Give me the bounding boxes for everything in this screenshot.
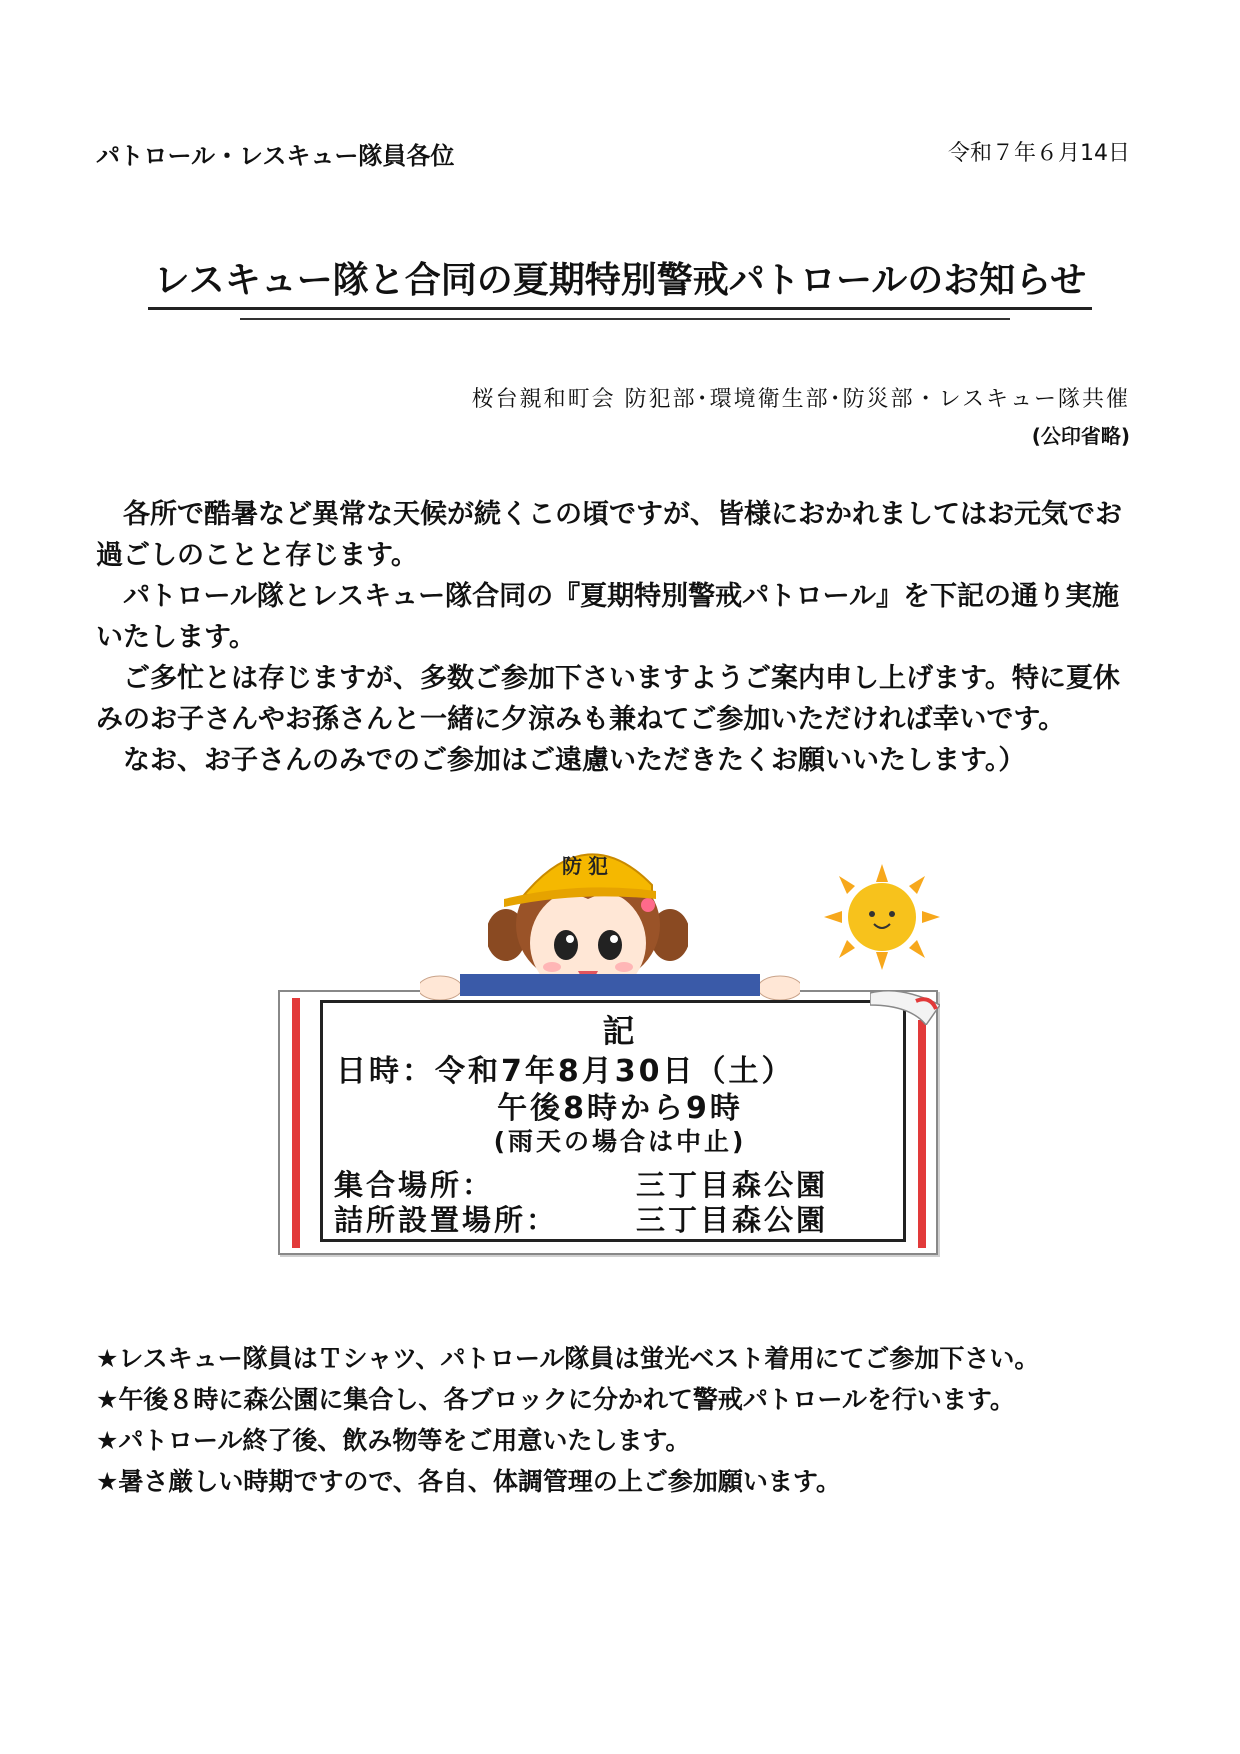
title-underline	[240, 318, 1010, 320]
post-value: 三丁目森公園	[636, 1203, 829, 1237]
body-paragraph: なお、お子さんのみでのご参加はご遠慮いただきたくお願いいたします。）	[123, 745, 1026, 776]
document-date: 令和７年６月14日	[948, 141, 1130, 166]
note-item: ★パトロール終了後、飲み物等をご用意いたします。	[96, 1426, 691, 1455]
sun-icon	[822, 862, 942, 972]
eye-left	[554, 930, 578, 960]
gathering-value: 三丁目森公園	[636, 1168, 829, 1202]
addressee: パトロール・レスキュー隊員各位	[96, 142, 455, 170]
event-time: 午後8時から9時	[497, 1091, 743, 1126]
gathering-label: 集合場所：	[334, 1168, 495, 1202]
organizer: 桜台親和町会 防犯部･環境衛生部･防災部・レスキュー隊共催	[471, 387, 1130, 412]
seal-note: (公印省略)	[1031, 424, 1130, 448]
notice-heading: 記	[602, 1012, 638, 1050]
eye-right	[598, 930, 622, 960]
cap-text: 防犯	[562, 854, 614, 878]
sun-face	[848, 883, 916, 951]
event-datetime: 日時：令和7年8月30日（土）	[336, 1054, 795, 1089]
rain-note: (雨天の場合は中止)	[493, 1127, 747, 1156]
page-title	[0, 252, 1240, 303]
note-item: ★午後８時に森公園に集合し、各ブロックに分かれて警戒パトロールを行います。	[96, 1385, 1015, 1414]
body-paragraph: 各所で酷暑など異常な天候が続くこの頃ですが、皆様におかれましてはお元気でお過ごしのことと存じます。	[96, 499, 1122, 571]
post-label: 詰所設置場所：	[334, 1203, 559, 1237]
page-title-text: レスキュー隊と合同の夏期特別警戒パトロールのお知らせ	[148, 260, 1092, 310]
hands	[420, 970, 800, 1000]
flower-icon	[641, 898, 655, 912]
body-paragraph: ご多忙とは存じますが、多数ご参加下さいますようご案内申し上げます。特に夏休みのお子さんやお孫さんと一緒に夕涼みも兼ねてご参加いただければ幸いです。	[96, 663, 1120, 735]
note-item: ★レスキュー隊員はＴシャツ、パトロール隊員は蛍光ベスト着用にてご参加下さい。	[96, 1344, 1040, 1373]
notes-list	[96, 1338, 1156, 1502]
body-paragraph: パトロール隊とレスキュー隊合同の『夏期特別警戒パトロール』を下記の通り実施いたします。	[96, 581, 1120, 653]
body-text	[96, 494, 1146, 781]
note-item: ★暑さ厳しい時期ですので、各自、体調管理の上ご参加願います。	[96, 1467, 841, 1496]
